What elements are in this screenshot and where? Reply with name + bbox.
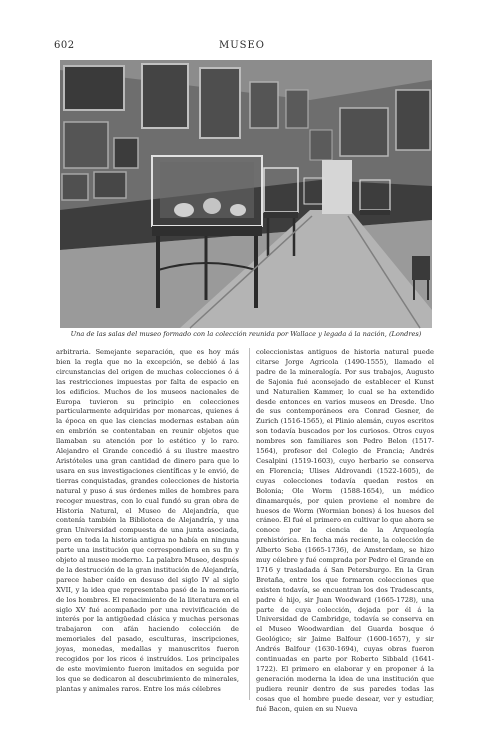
paragraph-right: coleccionistas antiguos de historia natural puede citarse Jorge Agricola (1490-1555), llamado el padre de la mineralogía. Por sus trabajos, Augusto de Sajonia fué aconsejado de establecer el Kunst und Naturalien Kammer, lo cual se ha extendido desde entonces en varios museos en Dresde. Uno de sus contemporáneos era Conrad Gesner, de Zurich (1516-1565), el Plinio alemán, cuyos escritos son todavía buscados por los curiosos. Otros cuyos nombres son familiares son Pedro Belon (1517-1564), profesor del Colegio de Francia; Andrés Cesalpini (1519-1603), cuyo herbario se conserva en Florencia; Ulises Aldrovandi (1522-1605), de cuyas colecciones todavía quedan restos en Bolonia; Ole Worm (1588-1654), un médico dinamarqués, por quien proviene el nombre de huesos de Worm (Wormian bones) á los huesos del cráneo. Él fué el primero en cultivar lo que ahora se conoce por la ciencia de la Arqueología prehistórica. En fecha más reciente, la colección de Alberto Seba (1665-1736), de Amsterdam, se hizo muy célebre y fué comprada por Pedro el Grande en 1716 y trasladada á San Petersburgo. En la Gran Bretaña, entre los que formaron colecciones que existen todavía, se encuentran los dos Tradescants, padre é hijo, sir Juan Woodward (1665-1728), una parte de cuya colección, dejada por él á la Universidad de Cambridge, todavía se conserva en el Museo Woodwardian del Guarda bosque ó Geológico; sir Jaime Balfour (1600-1657), y sir Andrés Balfour (1630-1694), cuyas obras fueron continuadas en parte por Roberto Sibbald (1641-1722). El primero en elaborar y en proponer á la generación moderna la idea de una institución que pudiera reunir dentro de sus paredes todas las cosas que el hombre puede desear, ver y estudiar, fué Bacon, quien en su Nueva	[256, 348, 434, 713]
text-column-left	[56, 348, 239, 700]
figure-caption: Una de las salas del museo formado con la colección reunida por Wallace y legada á la nación, (Londres)	[70, 330, 422, 338]
page-number: 602	[54, 40, 75, 51]
paragraph-left: arbitraria. Semejante separación, que es hoy más bien la regla que no la excepción, se debió á las circunstancias del origen de muchas colecciones ó á las restricciones impuestas por falta de espacio en los edificios. Muchos de los museos nacionales de Europa tuvieron su principio en colecciones particularmente adquiridas por monarcas, quienes á la época en que las ciencias modernas estaban aún en embrión se contentaban en reunir objetos que llamaban su atención por lo estético y lo raro. Alejandro el Grande concedió á su ilustre maestro Aristóteles una gran cantidad de dinero para que lo usara en sus investigaciones científicas y le envió, de tierras conquistadas, grandes colecciones de historia natural y puso á sus órdenes miles de hombres para recoger muestras, con lo cual fundó su gran obra de Historia Natural, el Museo de Alejandría, que contenía también la Biblioteca de Alejandría, y una gran Universidad compuesta de una junta asociada, pero en toda la historia antigua no había en ninguna parte una institución que correspondiera en su fin y objeto al museo moderno. La palabra Museo, después de la destrucción de la gran institución de Alejandría, parece haber caído en desuso del siglo IV al siglo XVII, y la idea que representaba pasó de la memoria de los hombres. El renacimiento de la literatura en el siglo XV fué acompañado por una revivificación de interés por la antigüedad clásica y muchas personas trabajaron con afán haciendo colección de memoriales del pasado, esculturas, inscripciones, joyas, monedas, medallas y manuscritos fueron recogidos por los ricos é instruídos. Los principales de este movimiento fueron imitados en seguida por los que se dedicaron al descubrimiento de minerales, plantas y animales raros. Entre los más célebres	[56, 348, 239, 693]
text-column-right	[249, 348, 434, 713]
museum-gallery-photo	[60, 60, 432, 328]
running-title: MUSEO	[218, 40, 265, 51]
article-body	[56, 348, 434, 713]
